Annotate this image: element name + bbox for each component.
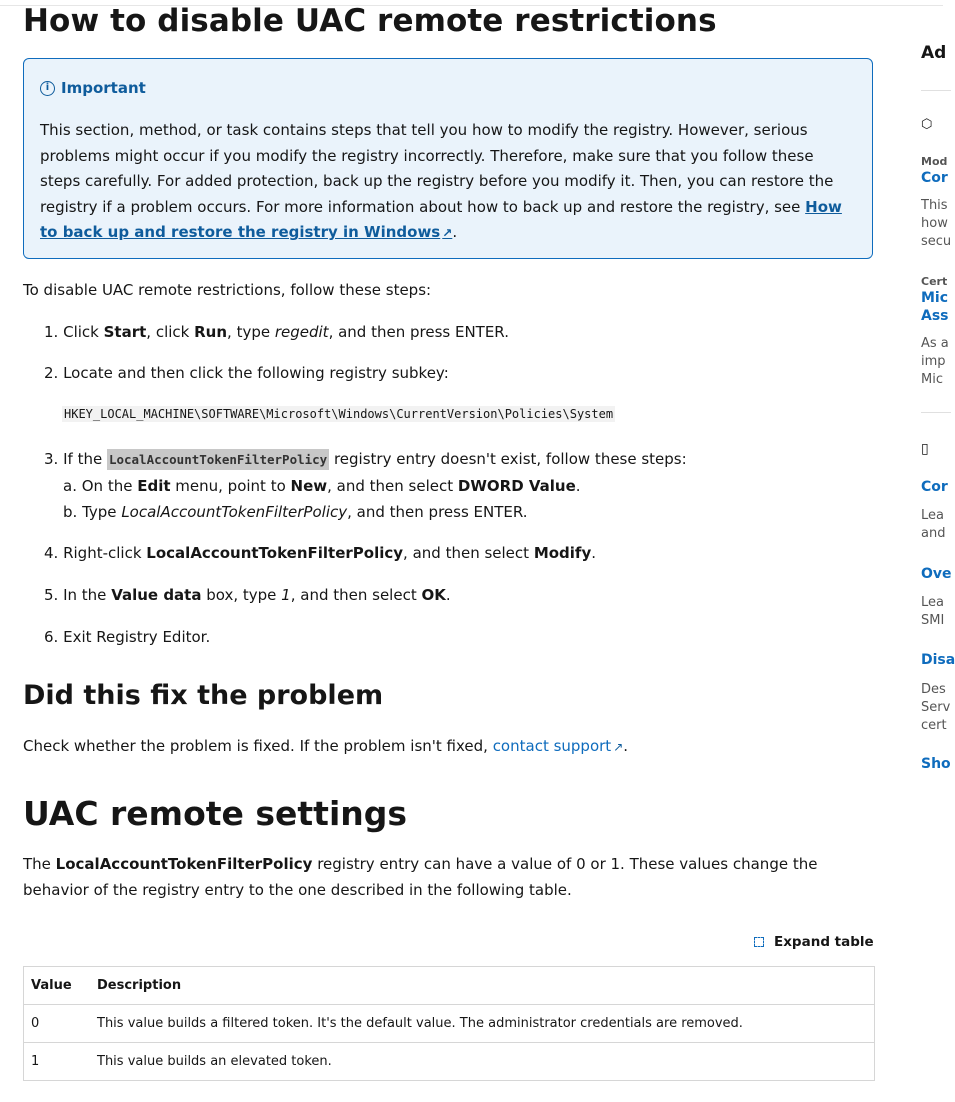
expand-table-button[interactable] <box>754 934 874 950</box>
rail-item: Mod <box>921 155 948 168</box>
rail-desc: SMI <box>921 613 945 628</box>
page-title: How to disable UAC remote restrictions <box>23 3 717 39</box>
rail-desc: secu <box>921 234 952 249</box>
step-6: 6. Exit Registry Editor. <box>44 628 211 646</box>
rail-desc: and <box>921 526 946 541</box>
rail-desc: Lea <box>921 508 944 523</box>
settings-text: The LocalAccountTokenFilterPolicy registry entry can have a value of 0 or 1. These values change the behavior of the registry entry to the one described in the following table. <box>23 855 818 899</box>
highlighted-code: LocalAccountTokenFilterPolicy <box>107 449 329 470</box>
alert-text: This section, method, or task contains steps that tell you how to modify the registry. However, serious problems might occur if you modify the registry incorrectly. Therefore, make sure that you follow these steps carefully. For added protection, back up the registry before you modify it. Then, you can restore the registry if a problem occurs. For more information about how to back up and restore the registry, see <box>40 121 834 216</box>
settings-heading: UAC remote settings <box>23 794 408 833</box>
fix-text: Check whether the problem is fixed. If the problem isn't fixed, contact support ↗. <box>23 737 629 755</box>
table-row <box>23 1043 875 1081</box>
rail-desc: Mic <box>921 372 943 387</box>
rail-link[interactable]: Mic <box>921 290 949 306</box>
table-header-row <box>23 967 875 1005</box>
expand-table-label: Expand table <box>774 934 874 950</box>
rail-link[interactable]: Ass <box>921 308 949 324</box>
row-value: 0 <box>23 1005 89 1043</box>
rail-desc: Lea <box>921 595 944 610</box>
registry-subkey-code: HKEY_LOCAL_MACHINE\SOFTWARE\Microsoft\Windows\CurrentVersion\Policies\System <box>64 407 614 421</box>
info-icon: i <box>40 81 55 96</box>
alert-period: . <box>452 223 458 242</box>
rail-desc: Serv <box>921 700 951 715</box>
header-description: Description <box>89 967 875 1005</box>
expand-icon <box>754 937 764 947</box>
right-rail <box>921 0 955 1102</box>
rail-desc: Des <box>921 682 946 697</box>
step-5: 5. In the Value data box, type 1, and then select OK. <box>44 586 451 604</box>
book-icon: ▯ <box>921 441 929 457</box>
rail-link[interactable]: Disa <box>921 652 955 668</box>
rail-heading: Ad <box>921 43 947 63</box>
backup-registry-link-text[interactable]: How to back up and restore the registry in Windows <box>40 197 842 242</box>
external-link-icon: ↗ <box>613 740 624 754</box>
row-value: 1 <box>23 1043 89 1081</box>
step-1: 1. Click Start, click Run, type regedit, and then press ENTER. <box>44 323 509 341</box>
important-alert <box>23 58 873 259</box>
fix-heading: Did this fix the problem <box>23 680 384 711</box>
contact-support-text[interactable]: contact support <box>492 737 612 755</box>
rail-desc: cert <box>921 718 947 733</box>
external-link-icon: ↗ <box>442 226 453 241</box>
row-description: This value builds an elevated token. <box>89 1043 875 1081</box>
contact-support-link[interactable] <box>493 737 624 755</box>
header-value: Value <box>23 967 89 1005</box>
rail-show-more[interactable]: Sho <box>921 756 951 772</box>
step-4: 4. Right-click LocalAccountTokenFilterPolicy, and then select Modify. <box>44 544 597 562</box>
rail-desc: As a <box>921 336 949 351</box>
step-3: 3. If the LocalAccountTokenFilterPolicy registry entry doesn't exist, follow these steps: <box>44 450 687 468</box>
step-3b: b. Type LocalAccountTokenFilterPolicy, and then press ENTER. <box>63 503 528 521</box>
rail-item: Cert <box>921 275 948 288</box>
rail-link[interactable]: Cor <box>921 479 948 495</box>
rail-desc: imp <box>921 354 946 369</box>
module-icon: ⬡ <box>921 117 933 132</box>
alert-label: Important <box>61 79 146 97</box>
rail-link[interactable]: Ove <box>921 566 952 582</box>
alert-title <box>40 79 146 97</box>
rail-desc: This <box>921 198 948 213</box>
rail-divider <box>921 412 951 413</box>
rail-divider <box>921 90 951 91</box>
rail-desc: how <box>921 216 948 231</box>
rail-link[interactable]: Cor <box>921 170 948 186</box>
steps-intro: To disable UAC remote restrictions, follow these steps: <box>23 281 432 299</box>
uac-settings-table <box>23 966 875 1081</box>
table-row <box>23 1005 875 1043</box>
step-3a: a. On the Edit menu, point to New, and then select DWORD Value. <box>63 477 581 495</box>
step-2: 2. Locate and then click the following registry subkey: <box>44 364 449 382</box>
row-description: This value builds a filtered token. It's the default value. The administrator credentials are removed. <box>89 1005 875 1043</box>
alert-body <box>40 118 855 247</box>
